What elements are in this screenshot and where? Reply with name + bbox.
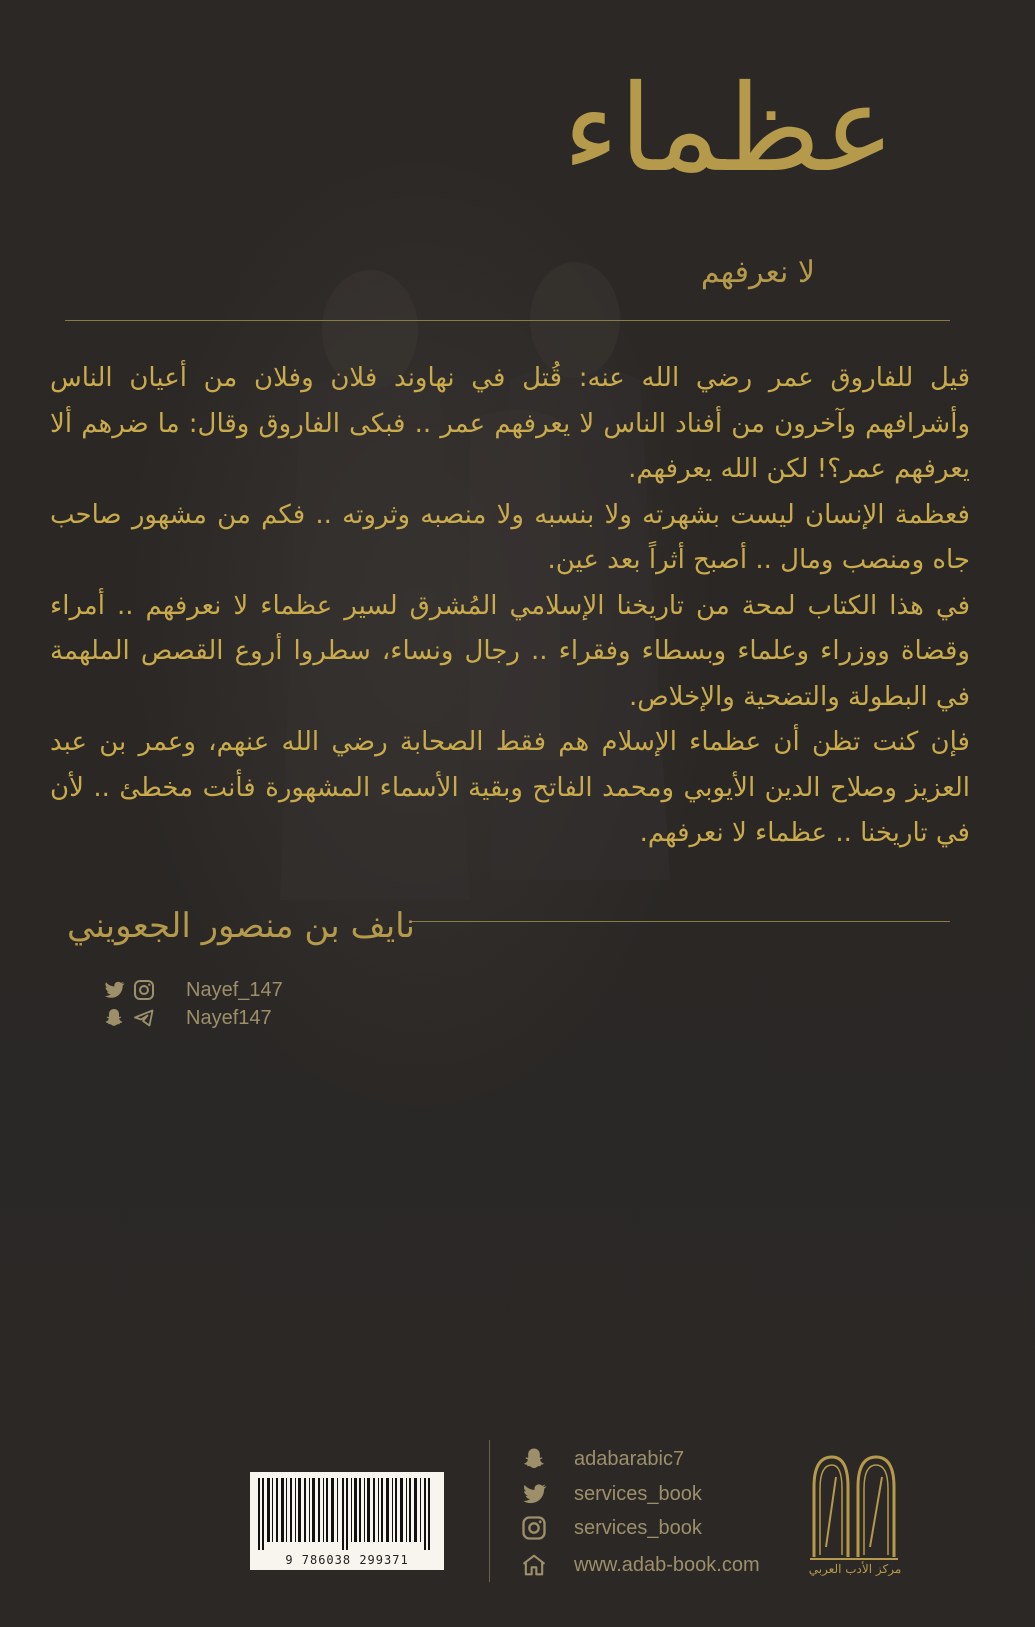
author-social-row xyxy=(102,978,283,1002)
twitter-icon xyxy=(102,978,126,1002)
blurb-paragraph: فعظمة الإنسان ليست بشهرته ولا بنسبه ولا منصبه وثروته .. فكم من مشهور صاحب جاه ومنصب ومال .. أصبح أثراً بعد عين. xyxy=(50,499,970,575)
author-divider-line xyxy=(410,921,950,922)
snapchat-icon xyxy=(102,1006,126,1030)
publisher-contact-label: adabarabic7 xyxy=(574,1447,685,1470)
author-name: نايف بن منصور الجعويني xyxy=(67,906,415,946)
author-handle: Nayef_147 xyxy=(186,978,283,1001)
vertical-divider xyxy=(489,1440,490,1582)
book-blurb xyxy=(50,356,970,857)
publisher-contact-label: services_book xyxy=(574,1516,702,1539)
blurb-paragraph: قيل للفاروق عمر رضي الله عنه: قُتل في نهاوند فلان وفلان من أعيان الناس وأشرافهم وآخرون من أفناد الناس لا يعرفهم عمر .. فبكى الفاروق وقال: ما ضرهم ألا يعرفهم عمر؟! لكن الله يعرفهم. xyxy=(50,363,970,484)
barcode-bars xyxy=(258,1478,436,1550)
publisher-contact-label: services_book xyxy=(574,1482,702,1505)
publisher-contact-row xyxy=(520,1445,684,1473)
publisher-contact-row xyxy=(520,1514,702,1542)
author-handle: Nayef147 xyxy=(186,1006,272,1029)
instagram-icon xyxy=(132,978,156,1002)
twitter-icon xyxy=(520,1480,548,1508)
telegram-icon xyxy=(132,1006,156,1030)
instagram-icon xyxy=(520,1514,548,1542)
blurb-paragraph: في هذا الكتاب لمحة من تاريخنا الإسلامي المُشرق لسير عظماء لا نعرفهم .. أمراء وقضاة ووزراء وعلماء وبسطاء وفقراء .. رجال ونساء، سطروا أروع القصص الملهمة في البطولة والتضحية والإخلاص. xyxy=(50,590,970,712)
publisher-logo xyxy=(808,1447,900,1573)
publisher-contact-row xyxy=(520,1480,702,1508)
snapchat-icon xyxy=(520,1445,548,1473)
home-icon xyxy=(520,1551,548,1579)
divider-line xyxy=(65,320,950,321)
blurb-paragraph: فإن كنت تظن أن عظماء الإسلام هم فقط الصحابة رضي الله عنهم، وعمر بن عبد العزيز وصلاح الدين الأيوبي ومحمد الفاتح وبقية الأسماء المشهورة فأنت مخطئ .. لأن في تاريخنا .. عظماء لا نعرفهم. xyxy=(50,727,970,848)
book-title: عظماء xyxy=(562,60,895,199)
publisher-contact-row xyxy=(520,1551,760,1579)
isbn-barcode xyxy=(250,1472,444,1570)
isbn-number: 9 786038 299371 xyxy=(285,1553,409,1567)
publisher-name: مركز الأدب العربي xyxy=(808,1562,902,1576)
author-social-row xyxy=(102,1006,272,1030)
publisher-website: www.adab-book.com xyxy=(574,1553,760,1576)
book-subtitle: لا نعرفهم xyxy=(700,255,815,290)
